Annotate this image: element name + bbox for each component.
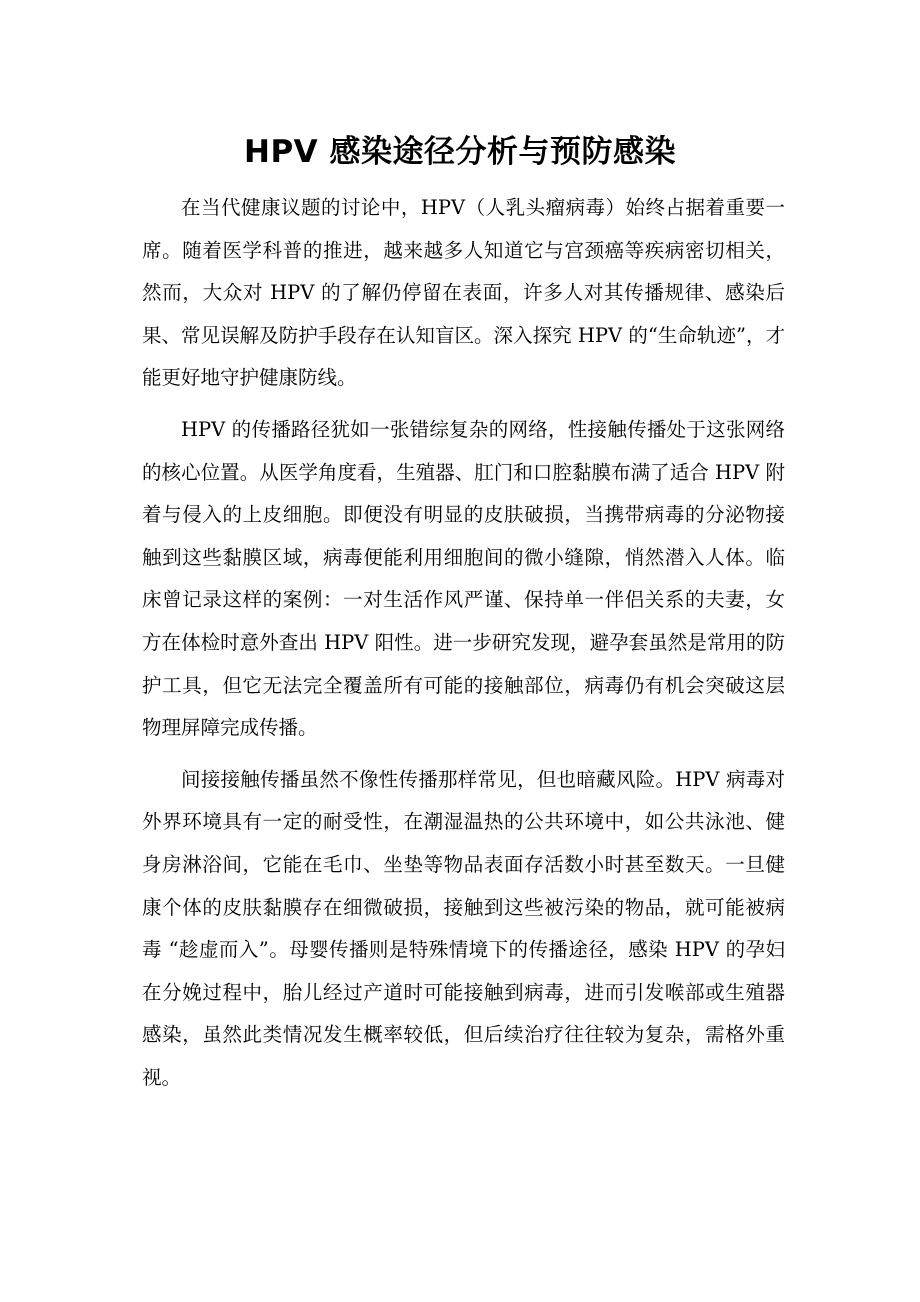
- paragraph-indirect-transmission: 间接接触传播虽然不像性传播那样常见，但也暗藏风险。HPV 病毒对外界环境具有一定的耐受性，在潮湿温热的公共环境中，如公共泳池、健身房淋浴间，它能在毛巾、坐垫等物品表面存活数小时甚至数天。一旦健康个体的皮肤黏膜存在细微破损，接触到这些被污染的物品，就可能被病毒 “趁虚而入”。母婴传播则是特殊情境下的传播途径，感染 HPV 的孕妇在分娩过程中，胎儿经过产道时可能接触到病毒，进而引发喉部或生殖器感染，虽然此类情况发生概率较低，但后续治疗往往较为复杂，需格外重视。: [142, 767, 785, 1089]
- paragraph-sexual-transmission: HPV 的传播路径犹如一张错综复杂的网络，性接触传播处于这张网络的核心位置。从医学角度看，生殖器、肛门和口腔黏膜布满了适合 HPV 附着与侵入的上皮细胞。即便没有明显的皮肤破损，当携带病毒的分泌物接触到这些黏膜区域，病毒便能利用细胞间的微小缝隙，悄然潜入人体。临床曾记录这样的案例：一对生活作风严谨、保持单一伴侣关系的夫妻，女方在体检时意外查出 HPV 阳性。进一步研究发现，避孕套虽然是常用的防护工具，但它无法完全覆盖所有可能的接触部位，病毒仍有机会突破这层物理屏障完成传播。: [142, 417, 785, 740]
- document-body: [142, 187, 785, 1099]
- paragraph-intro: 在当代健康议题的讨论中，HPV（人乳头瘤病毒）始终占据着重要一席。随着医学科普的推进，越来越多人知道它与宫颈癌等疾病密切相关，然而，大众对 HPV 的了解仍停留在表面，许多人对其传播规律、感染后果、常见误解及防护手段存在认知盲区。深入探究 HPV 的“生命轨迹”，才能更好地守护健康防线。: [142, 196, 785, 390]
- document-title: HPV 感染途径分析与预防感染: [244, 134, 676, 170]
